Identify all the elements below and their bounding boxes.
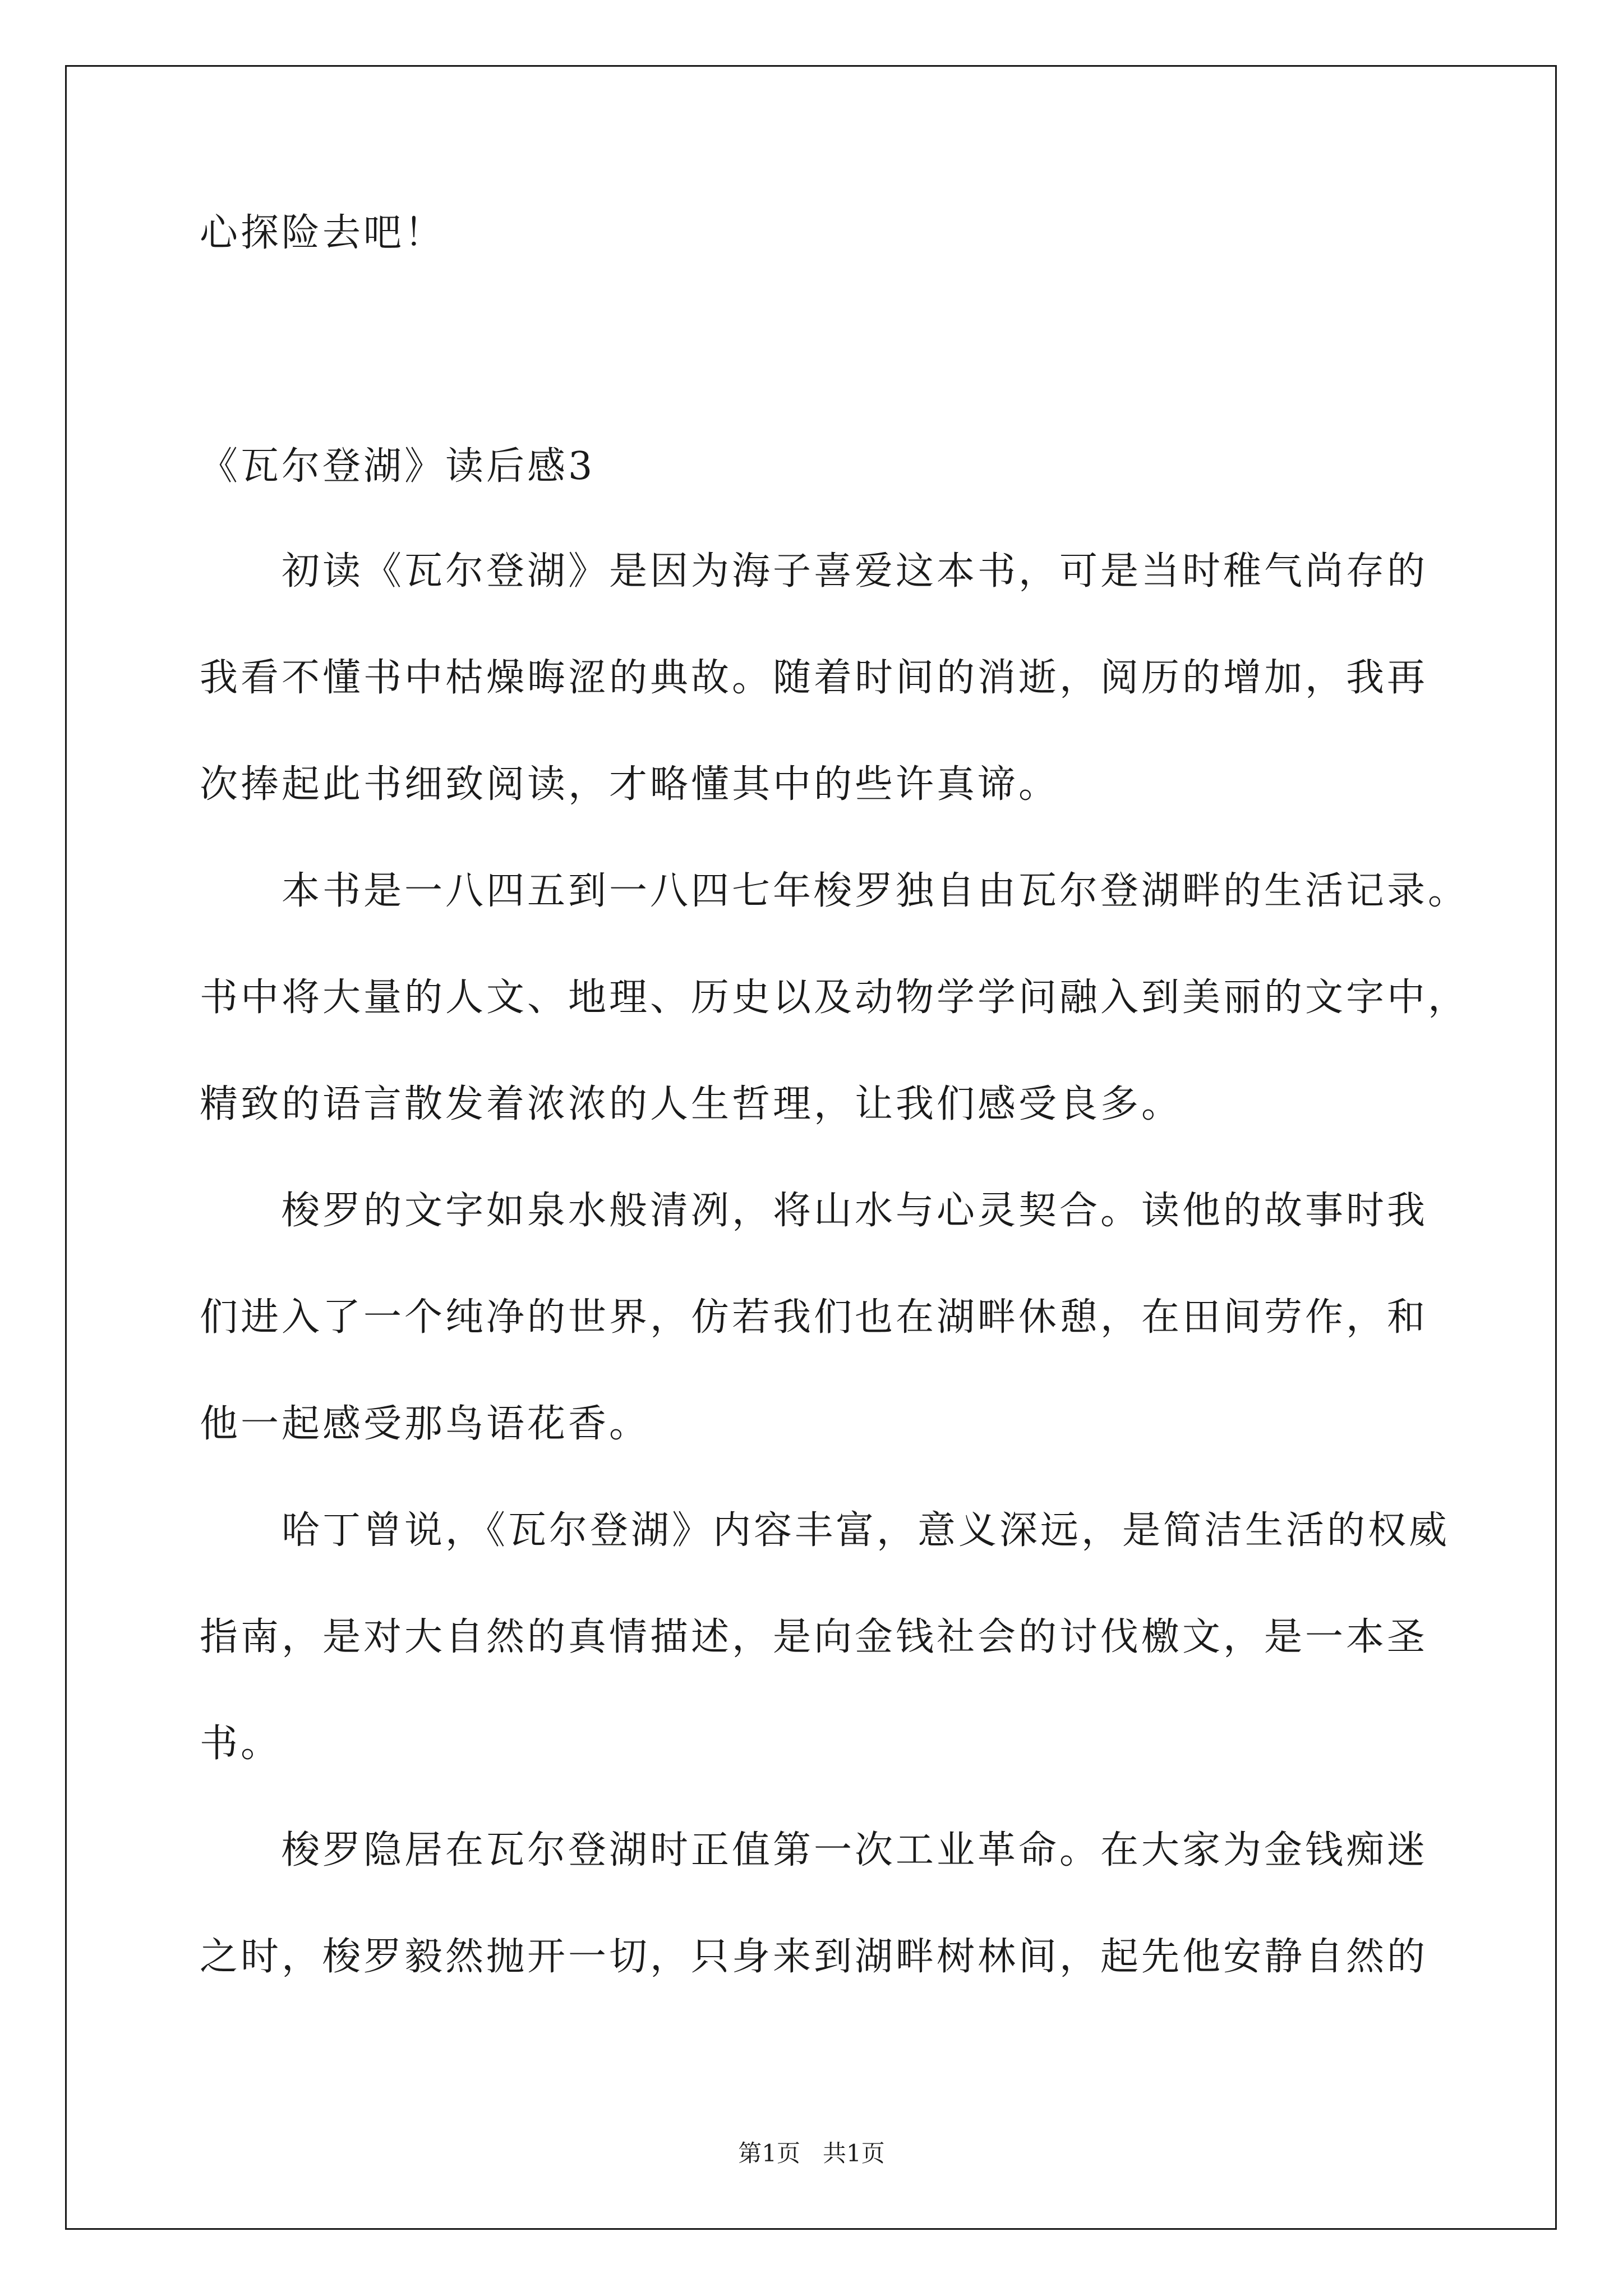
paragraph-line: 次捧起此书细致阅读，才略懂其中的些许真谛。 <box>200 762 1060 807</box>
page-number-footer: 第1页 共1页 <box>738 2139 885 2167</box>
paragraph-line: 本书是一八四五到一八四七年梭罗独自由瓦尔登湖畔的生活记录。 <box>282 869 1469 913</box>
paragraph-line: 书中将大量的人文、地理、历史以及动物学学问融入到美丽的文字中， <box>200 976 1469 1020</box>
text-line: 心探险去吧！ <box>200 211 446 255</box>
paragraph-line: 书。 <box>200 1722 282 1766</box>
paragraph-line: 之时，梭罗毅然抛开一切，只身来到湖畔树林间，起先他安静自然的 <box>200 1935 1428 1979</box>
paragraph-line: 梭罗的文字如泉水般清冽，将山水与心灵契合。读他的故事时我 <box>282 1189 1428 1233</box>
paragraph-line: 精致的语言散发着浓浓的人生哲理，让我们感受良多。 <box>200 1082 1183 1126</box>
paragraph-line: 他一起感受那鸟语花香。 <box>200 1402 651 1446</box>
paragraph-line: 们进入了一个纯净的世界，仿若我们也在湖畔休憩，在田间劳作，和 <box>200 1295 1428 1340</box>
page-border <box>65 65 1557 2230</box>
section-heading: 《瓦尔登湖》读后感3 <box>200 444 596 489</box>
paragraph-line: 哈丁曾说，《瓦尔登湖》内容丰富，意义深远，是简洁生活的权威 <box>282 1508 1450 1553</box>
paragraph-line: 初读《瓦尔登湖》是因为海子喜爱这本书，可是当时稚气尚存的 <box>282 549 1428 593</box>
paragraph-line: 我看不懂书中枯燥晦涩的典故。随着时间的消逝，阅历的增加，我再 <box>200 656 1428 700</box>
paragraph-line: 梭罗隐居在瓦尔登湖时正值第一次工业革命。在大家为金钱痴迷 <box>282 1828 1428 1872</box>
paragraph-line: 指南，是对大自然的真情描述，是向金钱社会的讨伐檄文，是一本圣 <box>200 1615 1428 1659</box>
